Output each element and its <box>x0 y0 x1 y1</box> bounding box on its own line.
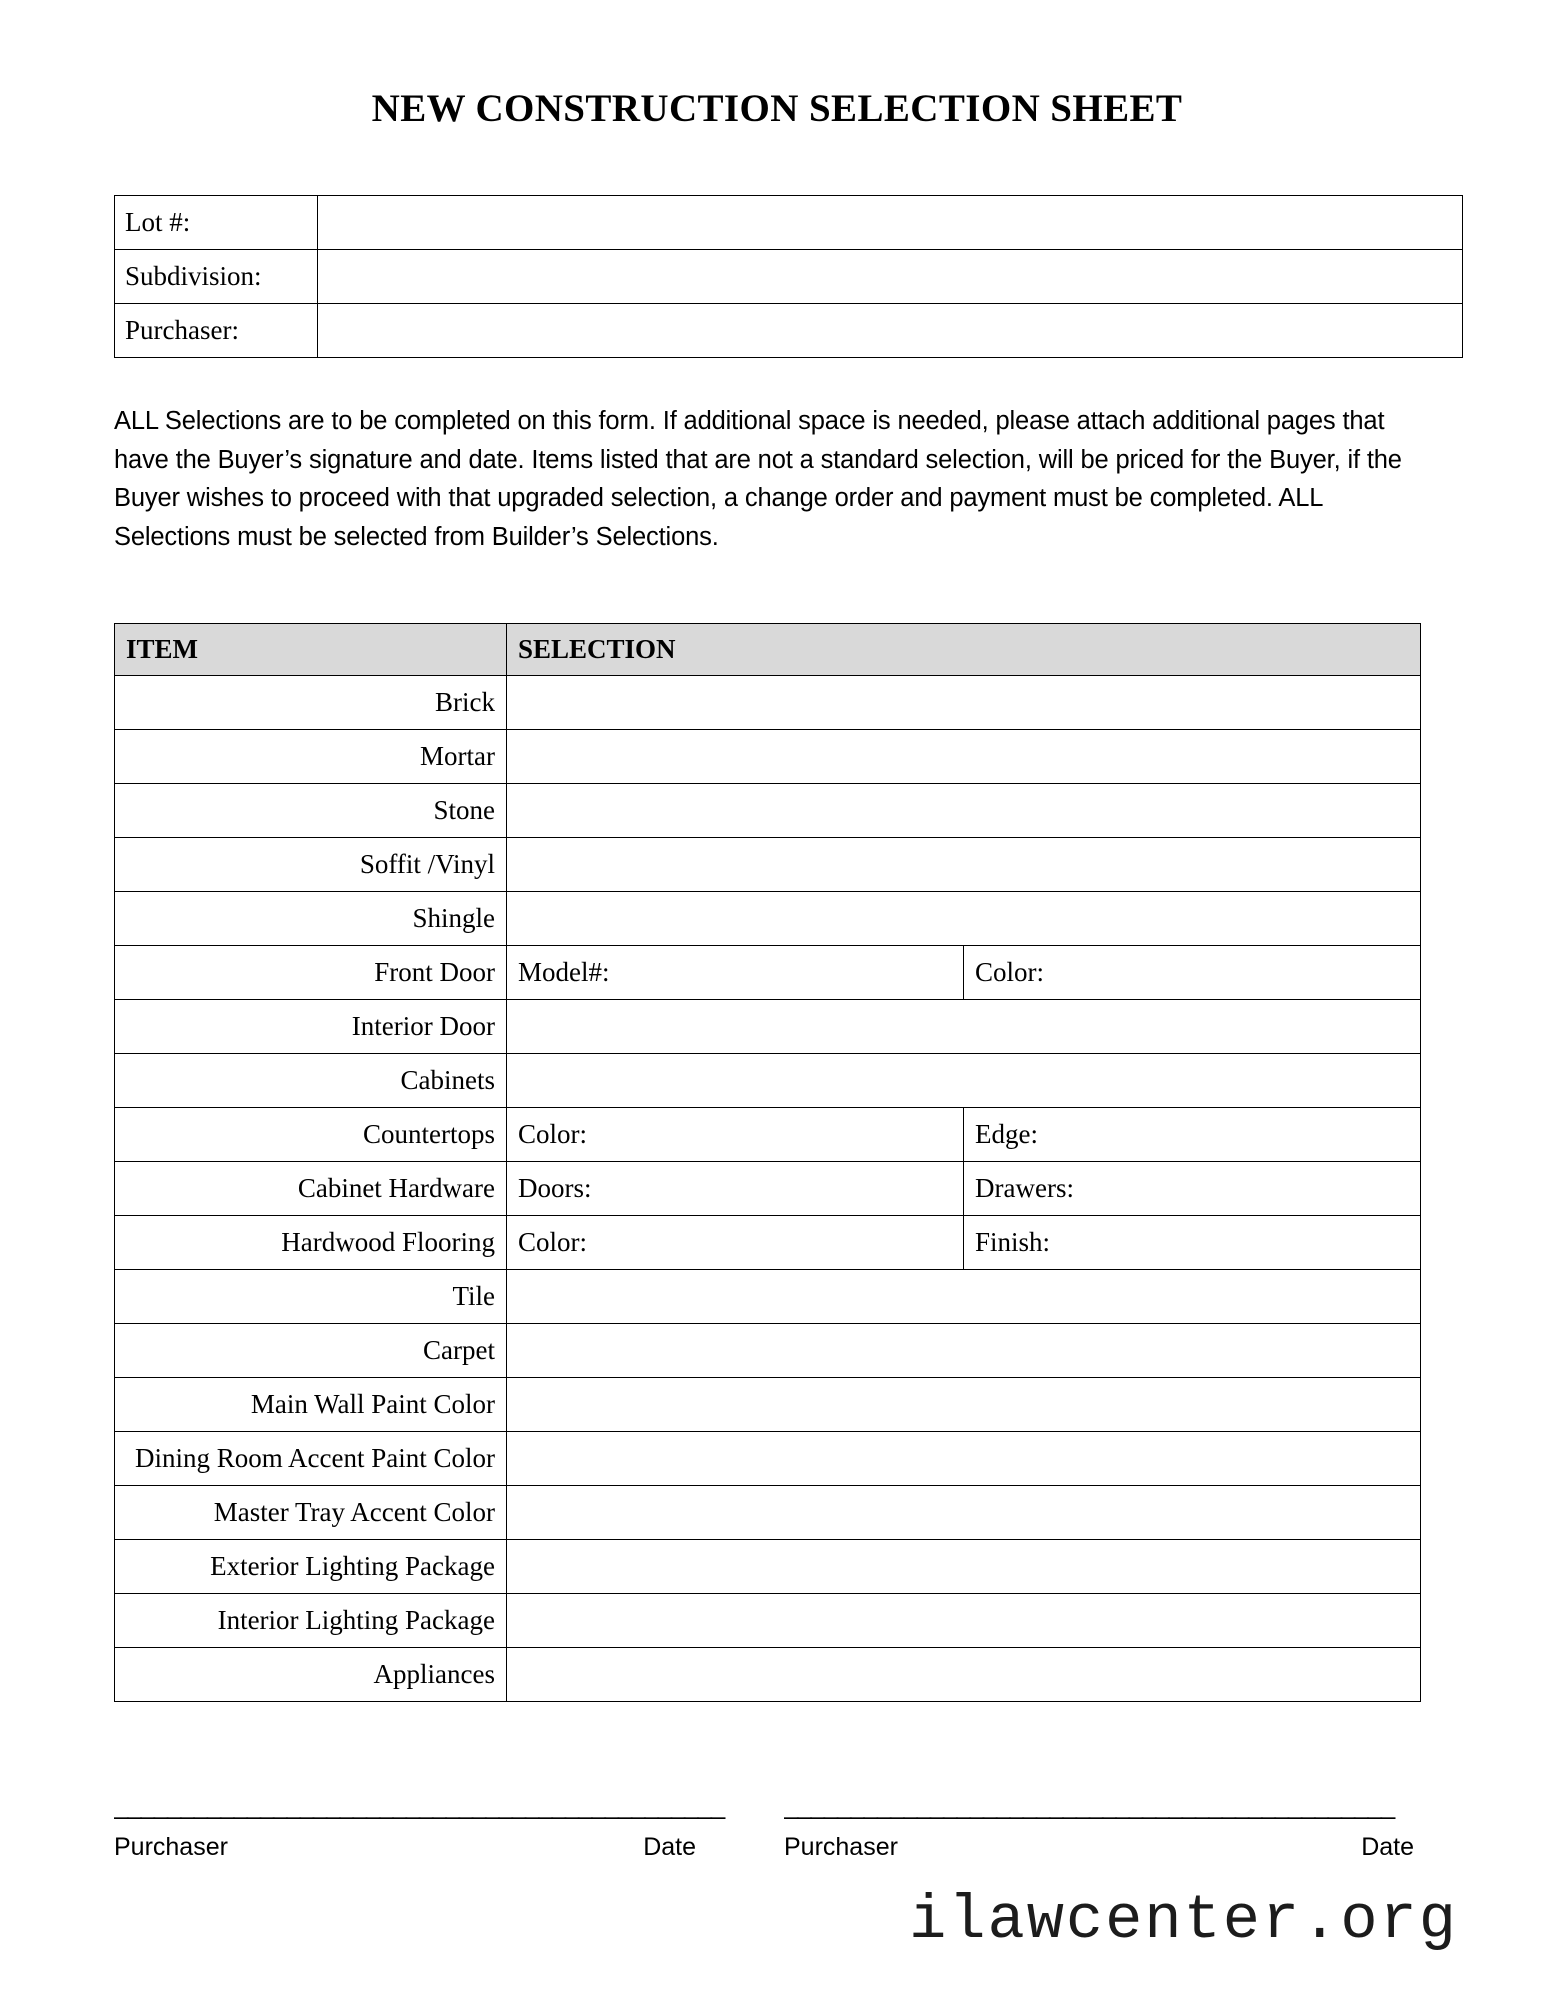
table-row <box>115 729 1421 783</box>
row-value-shingle[interactable] <box>507 891 1421 945</box>
row-value-brick[interactable] <box>507 675 1421 729</box>
row-label-appliances: Appliances <box>115 1647 507 1701</box>
page-title: NEW CONSTRUCTION SELECTION SHEET <box>371 87 1183 130</box>
row-value-exterior-lighting-package[interactable] <box>507 1539 1421 1593</box>
row-label-interior-door: Interior Door <box>115 999 507 1053</box>
row-value-cabinet-hardware-drawers[interactable]: Drawers: <box>964 1161 1421 1215</box>
table-row <box>115 1107 1421 1161</box>
row-value-countertops-color[interactable]: Color: <box>507 1107 964 1161</box>
row-value-hardwood-color[interactable]: Color: <box>507 1215 964 1269</box>
signature-block-left <box>114 1795 750 1862</box>
column-header-item: ITEM <box>115 623 507 675</box>
row-label-carpet: Carpet <box>115 1323 507 1377</box>
table-row <box>115 1593 1421 1647</box>
row-label-shingle: Shingle <box>115 891 507 945</box>
row-value-stone[interactable] <box>507 783 1421 837</box>
header-info-row-lot <box>115 195 1463 249</box>
signature-area <box>114 1795 1420 1862</box>
row-label-soffit-vinyl: Soffit /Vinyl <box>115 837 507 891</box>
row-value-dining-room-accent-paint-color[interactable] <box>507 1431 1421 1485</box>
selection-table-header-row <box>115 623 1421 675</box>
column-header-selection: SELECTION <box>507 623 1421 675</box>
row-value-hardwood-finish[interactable]: Finish: <box>964 1215 1421 1269</box>
row-value-soffit-vinyl[interactable] <box>507 837 1421 891</box>
row-value-mortar[interactable] <box>507 729 1421 783</box>
signature-label-date-right: Date <box>1361 1833 1414 1861</box>
signature-line-right[interactable]: ______________________________________________ <box>784 1795 1394 1820</box>
header-label-lot: Lot #: <box>115 195 318 249</box>
row-label-cabinets: Cabinets <box>115 1053 507 1107</box>
signature-labels-left <box>114 1821 750 1862</box>
row-label-mortar: Mortar <box>115 729 507 783</box>
selection-table-head <box>115 623 1421 675</box>
signature-line-left[interactable]: ______________________________________________ <box>114 1795 724 1820</box>
table-row <box>115 891 1421 945</box>
row-value-carpet[interactable] <box>507 1323 1421 1377</box>
row-value-main-wall-paint-color[interactable] <box>507 1377 1421 1431</box>
signature-row <box>114 1795 1420 1862</box>
row-value-front-door-model[interactable]: Model#: <box>507 945 964 999</box>
selection-table-body <box>115 675 1421 1701</box>
table-row <box>115 1053 1421 1107</box>
table-row <box>115 999 1421 1053</box>
signature-label-date-left: Date <box>643 1833 696 1861</box>
table-row <box>115 675 1421 729</box>
header-info-table <box>114 195 1463 358</box>
header-value-lot[interactable] <box>318 195 1463 249</box>
table-row <box>115 1485 1421 1539</box>
row-value-appliances[interactable] <box>507 1647 1421 1701</box>
row-label-exterior-lighting-package: Exterior Lighting Package <box>115 1539 507 1593</box>
header-label-purchaser: Purchaser: <box>115 303 318 357</box>
signature-labels-right <box>784 1821 1420 1862</box>
selection-table <box>114 623 1421 1702</box>
table-row <box>115 1539 1421 1593</box>
row-label-master-tray-accent-color: Master Tray Accent Color <box>115 1485 507 1539</box>
row-value-interior-lighting-package[interactable] <box>507 1593 1421 1647</box>
table-row <box>115 783 1421 837</box>
header-value-subdivision[interactable] <box>318 249 1463 303</box>
row-label-cabinet-hardware: Cabinet Hardware <box>115 1161 507 1215</box>
table-row <box>115 1215 1421 1269</box>
row-label-stone: Stone <box>115 783 507 837</box>
table-row <box>115 1647 1421 1701</box>
row-value-interior-door[interactable] <box>507 999 1421 1053</box>
table-row <box>115 1269 1421 1323</box>
signature-label-purchaser-right: Purchaser <box>784 1833 898 1861</box>
row-value-countertops-edge[interactable]: Edge: <box>964 1107 1421 1161</box>
table-row <box>115 945 1421 999</box>
row-value-cabinet-hardware-doors[interactable]: Doors: <box>507 1161 964 1215</box>
watermark-text: ilawcenter.org <box>909 1885 1458 1956</box>
row-label-front-door: Front Door <box>115 945 507 999</box>
row-label-countertops: Countertops <box>115 1107 507 1161</box>
header-value-purchaser[interactable] <box>318 303 1463 357</box>
header-info-row-subdivision <box>115 249 1463 303</box>
row-label-brick: Brick <box>115 675 507 729</box>
row-value-master-tray-accent-color[interactable] <box>507 1485 1421 1539</box>
table-row <box>115 1161 1421 1215</box>
signature-block-right <box>784 1795 1420 1862</box>
row-label-hardwood-flooring: Hardwood Flooring <box>115 1215 507 1269</box>
table-row <box>115 1431 1421 1485</box>
header-label-subdivision: Subdivision: <box>115 249 318 303</box>
row-value-front-door-color[interactable]: Color: <box>964 945 1421 999</box>
row-value-tile[interactable] <box>507 1269 1421 1323</box>
row-label-interior-lighting-package: Interior Lighting Package <box>115 1593 507 1647</box>
signature-label-purchaser-left: Purchaser <box>114 1833 228 1861</box>
table-row <box>115 1323 1421 1377</box>
row-label-dining-room-accent-paint-color: Dining Room Accent Paint Color <box>115 1431 507 1485</box>
table-row <box>115 837 1421 891</box>
row-label-main-wall-paint-color: Main Wall Paint Color <box>115 1377 507 1431</box>
header-info-body <box>115 195 1463 357</box>
row-value-cabinets[interactable] <box>507 1053 1421 1107</box>
table-row <box>115 1377 1421 1431</box>
row-label-tile: Tile <box>115 1269 507 1323</box>
instructions-paragraph: ALL Selections are to be completed on this form. If additional space is needed, please attach additional pages that have the Buyer’s signature and date. Items listed that are not a standard selection, will be priced for the Buyer, if the Buyer wishes to proceed with that upgraded selection, a change order and payment must be completed. ALL Selections must be selected from Builder’s Selections. <box>114 406 1402 552</box>
header-info-row-purchaser <box>115 303 1463 357</box>
